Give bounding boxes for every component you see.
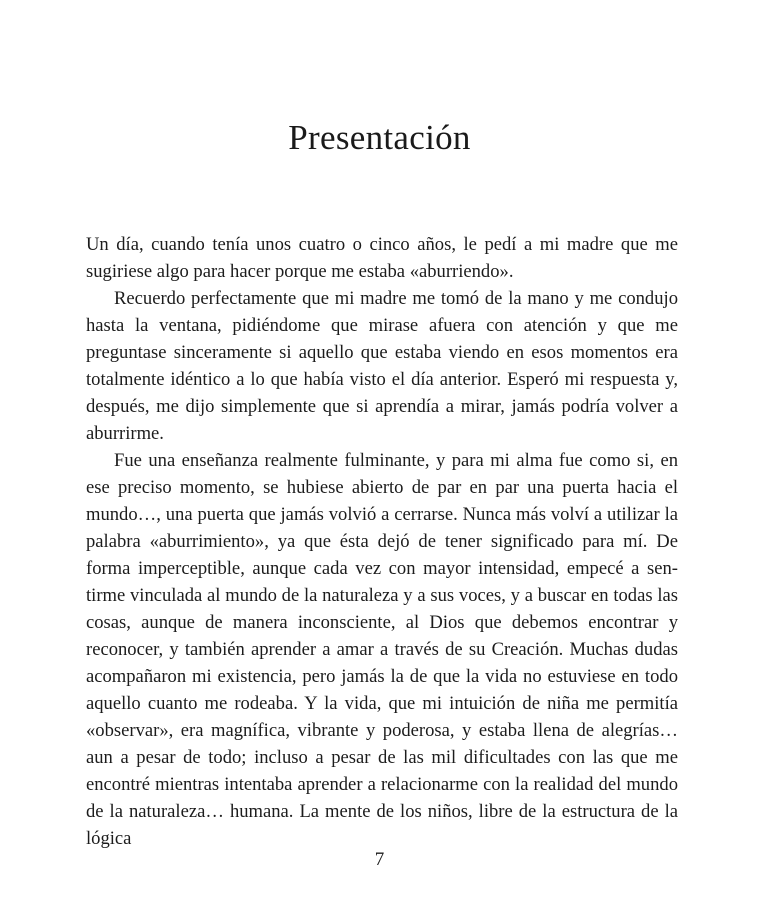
body-text	[86, 231, 678, 852]
page-number: 7	[374, 849, 385, 870]
chapter-title: Presentación	[288, 118, 471, 157]
paragraph-3: Fue una enseñanza realmente fulminante, y para mi alma fue como si, en ese preciso momento, se hubiese abierto de par en par una puerta hacia el mundo…, una puerta que jamás volvió a cerrarse. Nunca más volví a utilizar la palabra «aburrimiento», ya que ésta dejó de tener significado para mí. De forma imperceptible, aunque cada vez con mayor intensidad, empecé a sentirme vinculada al mundo de la naturaleza y a sus voces, y a buscar en todas las cosas, aunque de manera inconsciente, al Dios que debemos encontrar y reconocer, y también aprender a amar a través de su Creación. Muchas dudas acompañaron mi existencia, pero jamás la de que la vida no estuviese en todo aquello cuanto me rodeaba. Y la vida, que mi intuición de niña me permitía «observar», era magnífica, vibrante y poderosa, y estaba llena de alegrías… aun a pesar de todo; incluso a pesar de las mil dificultades con las que me encontré mientras intentaba aprender a relacionarme con la realidad del mundo de la naturaleza… humana. La mente de los niños, libre de la estructura de la lógica	[86, 450, 678, 849]
paragraph-1: Un día, cuando tenía unos cuatro o cinco años, le pedí a mi madre que me sugiriese algo para hacer porque me estaba «aburriendo».	[86, 234, 678, 282]
paragraph-2: Recuerdo perfectamente que mi madre me tomó de la mano y me condujo hasta la ventana, pidiéndome que mirase afuera con atención y que me preguntase sinceramente si aquello que estaba viendo en esos momentos era totalmente idéntico a lo que había visto el día anterior. Esperó mi respuesta y, después, me dijo simplemente que si aprendía a mirar, jamás podría volver a aburrirme.	[86, 288, 678, 444]
